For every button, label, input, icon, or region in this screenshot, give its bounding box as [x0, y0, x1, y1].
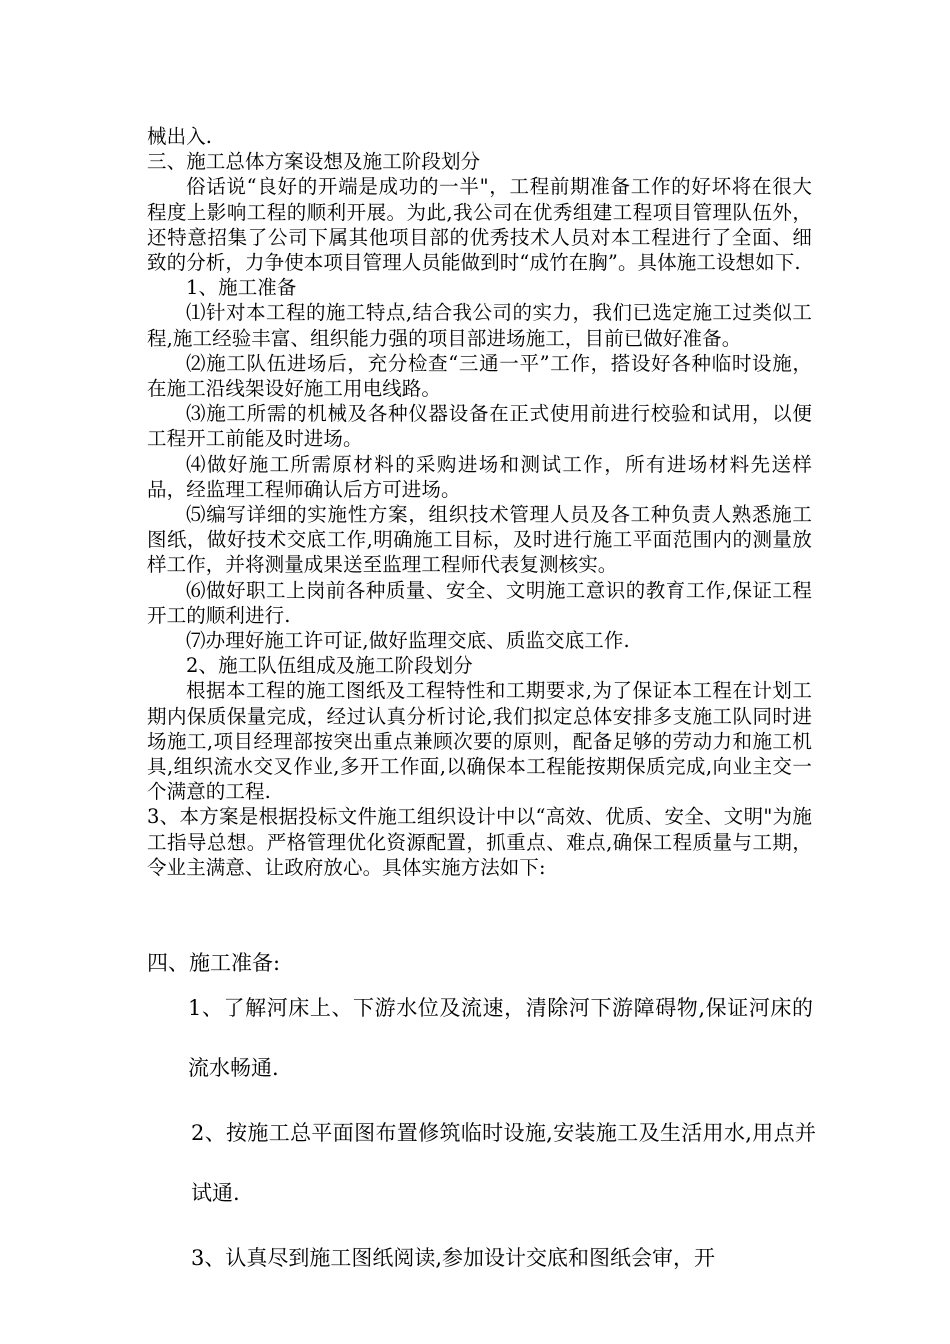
section-four-item-3: 3、认真尽到施工图纸阅读,参加设计交底和图纸会审，开	[191, 1246, 716, 1270]
document-body	[147, 124, 812, 880]
subheading-construction-prep: 1、施工准备	[186, 276, 297, 300]
subheading-team-composition: 2、施工队伍组成及施工阶段划分	[186, 654, 473, 678]
list-item-3: ⑶施工所需的机械及各种仪器设备在正式使用前进行校验和试用，以便工程开工前能及时进场。	[147, 402, 812, 451]
section-three-heading: 三、施工总体方案设想及施工阶段划分	[147, 150, 481, 174]
paragraph-plan-basis: 3、本方案是根据投标文件施工组织设计中以“高效、优质、安全、文明"为施工指导总想。严格管理优化资源配置，抓重点、难点,确保工程质量与工期，令业主满意、让政府放心。具体实施方法如下:	[147, 805, 812, 879]
section-four-item-1: 1、了解河床上、下游水位及流速，清除河下游障碍物,保证河床的流水畅通.	[188, 996, 813, 1080]
paragraph-team: 根据本工程的施工图纸及工程特性和工期要求,为了保证本工程在计划工期内保质保量完成，经过认真分析讨论,我们拟定总体安排多支施工队同时进场施工,项目经理部按突出重点兼顾次要的原则，配备足够的劳动力和施工机具,组织流水交叉作业,多开工作面,以确保本工程能按期保质完成,向业主交一个满意的工程.	[147, 679, 812, 804]
list-item-2: ⑵施工队伍进场后，充分检查“三通一平”工作，搭设好各种临时设施，在施工沿线架设好施工用电线路。	[147, 351, 812, 401]
paragraph-continuation: 械出入.	[147, 125, 213, 148]
list-item-5: ⑸编写详细的实施性方案，组织技术管理人员及各工种负责人熟悉施工图纸，做好技术交底工作,明确施工目标，及时进行施工平面范围内的测量放样工作，并将测量成果送至监理工程师代表复测核实。	[147, 503, 812, 577]
list-item-1: ⑴针对本工程的施工特点,结合我公司的实力，我们已选定施工过类似工程,施工经验丰富、组织能力强的项目部进场施工，目前已做好准备。	[147, 301, 812, 350]
section-four-item-2: 2、按施工总平面图布置修筑临时设施,安装施工及生活用水,用点并试通.	[191, 1121, 816, 1205]
paragraph-intro: 俗话说“良好的开端是成功的一半"，工程前期准备工作的好坏将在很大程度上影响工程的顺利开展。为此,我公司在优秀组建工程项目管理队伍外，还特意招集了公司下属其他项目部的优秀技术人员对本工程进行了全面、细致的分析，力争使本项目管理人员能做到时“成竹在胸”。具体施工设想如下.	[147, 175, 812, 275]
section-four-heading: 四、施工准备:	[147, 951, 281, 975]
list-item-6: ⑹做好职工上岗前各种质量、安全、文明施工意识的教育工作,保证工程开工的顺利进行.	[147, 578, 812, 627]
list-item-4: ⑷做好施工所需原材料的采购进场和测试工作，所有进场材料先送样品，经监理工程师确认后方可进场。	[147, 452, 812, 501]
list-item-7: ⑺办理好施工许可证,做好监理交底、质监交底工作.	[186, 629, 630, 653]
